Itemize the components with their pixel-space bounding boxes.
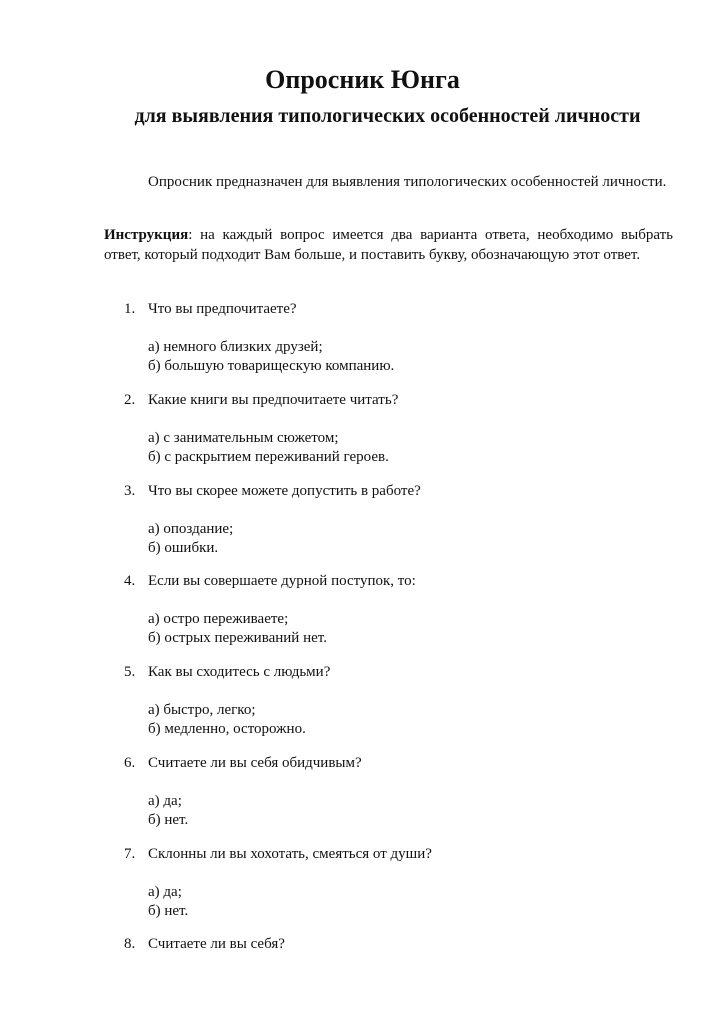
question-7 (124, 845, 684, 921)
page-title: Опросник Юнга (265, 65, 460, 94)
question-3 (124, 482, 684, 558)
question-text: Какие книги вы предпочитаете читать? (148, 392, 399, 408)
question-8 (124, 935, 684, 954)
answer-options (124, 792, 684, 830)
question-1 (124, 300, 684, 376)
answer-option-b: б) нет. (148, 903, 189, 919)
question-number: 3. (124, 483, 136, 499)
instruction-label: Инструкция (104, 227, 189, 243)
answer-options (124, 883, 684, 921)
answer-option-b: б) большую товарищескую компанию. (148, 358, 395, 374)
answer-options (124, 701, 684, 739)
answer-option-b: б) ошибки. (148, 540, 219, 556)
answer-option-b: б) нет. (148, 812, 189, 828)
answer-options (124, 338, 684, 376)
answer-option-a: а) да; (148, 884, 182, 900)
page-subtitle: для выявления типологических особенностей личности (134, 105, 641, 127)
question-number: 6. (124, 755, 136, 771)
intro-paragraph: Опросник предназначен для выявления типологических особенностей личности. (148, 174, 667, 190)
answer-option-a: а) опоздание; (148, 521, 234, 537)
question-number: 7. (124, 846, 136, 862)
question-text: Если вы совершаете дурной поступок, то: (148, 573, 416, 589)
question-number: 5. (124, 664, 136, 680)
answer-option-b: б) с раскрытием переживаний героев. (148, 449, 389, 465)
answer-options (124, 610, 684, 648)
answer-options (124, 429, 684, 467)
answer-option-b: б) острых переживаний нет. (148, 630, 327, 646)
question-number: 1. (124, 301, 136, 317)
question-text: Считаете ли вы себя? (148, 936, 285, 952)
question-text: Что вы скорее можете допустить в работе? (148, 483, 421, 499)
question-text: Считаете ли вы себя обидчивым? (148, 755, 362, 771)
question-6 (124, 754, 684, 830)
question-2 (124, 391, 684, 467)
answer-option-a: а) да; (148, 793, 182, 809)
question-number: 4. (124, 573, 136, 589)
question-text: Что вы предпочитаете? (148, 301, 297, 317)
question-4 (124, 572, 684, 648)
answer-option-a: а) немного близких друзей; (148, 339, 323, 355)
answer-option-a: а) быстро, легко; (148, 702, 256, 718)
answer-option-b: б) медленно, осторожно. (148, 721, 306, 737)
question-text: Как вы сходитесь с людьми? (148, 664, 331, 680)
instruction-paragraph (104, 226, 673, 265)
answer-options (124, 520, 684, 558)
question-5 (124, 663, 684, 739)
question-number: 8. (124, 936, 136, 952)
question-number: 2. (124, 392, 136, 408)
question-text: Склонны ли вы хохотать, смеяться от души? (148, 846, 432, 862)
answer-option-a: а) остро переживаете; (148, 611, 289, 627)
answer-option-a: а) с занимательным сюжетом; (148, 430, 339, 446)
instruction-text: : на каждый вопрос имеется два варианта ответа, необходимо выбрать ответ, который подходит Вам больше, и поставить букву, обозначающую этот ответ. (104, 227, 673, 263)
